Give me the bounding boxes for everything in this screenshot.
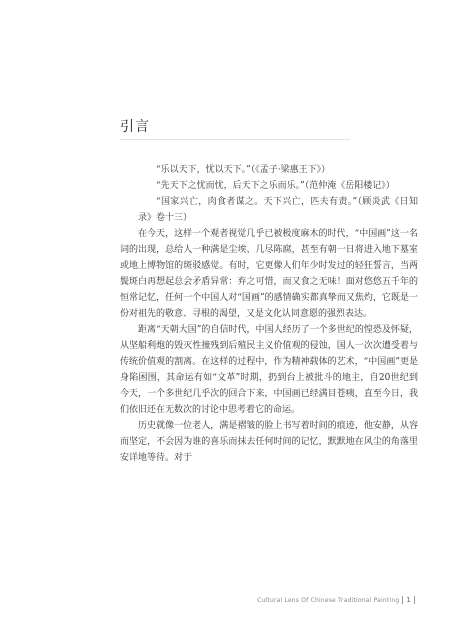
heading-divider: [120, 139, 350, 140]
page-footer: [257, 596, 415, 604]
body-text: [120, 162, 418, 466]
footer-divider: [414, 596, 415, 604]
paragraph: 历史就像一位老人，满是褶皱的脸上书写着时间的痕迹，他安静，从容而坚定，不会因为谁的喜乐而抹去任何时间的记忆，默默地在风尘的角落里安详地等待。对于: [120, 421, 418, 463]
page-number: 1: [406, 596, 411, 604]
epigraph-quote: “先天下之忧而忧，后天下之乐而乐。”（范仲淹《岳阳楼记》）: [156, 181, 395, 191]
running-title: Cultural Lens Of Chinese Traditional Painting: [257, 596, 400, 604]
epigraph-quote: “乐以天下，忧以天下。”（《孟子·梁惠王下》）: [156, 165, 331, 175]
paragraph: 在今天，这样一个观者视觉几乎已被极度麻木的时代，“中国画”这一名词的出现，总给人一种满是尘埃、几尽陈腐，甚至有朝一日将进入地下墓室或地上博物馆的斑驳感觉。有时，它更像人们年少时发过的轻狂誓言，当两鬓斑白再想起总会矛盾异常：弃之可惜，而又食之无味！面对悠悠五千年的恒常记忆，任何一个中国人对“国画”的感情确实都真挚而又焦灼，它既是一份对祖先的敬意、寻根的渴望，又是文化认同意愿的强烈表达。: [120, 229, 418, 319]
section-heading: 引言: [120, 119, 150, 135]
footer-divider: [402, 596, 403, 604]
paragraph: 距离“天朝大国”的自信时代，中国人经历了一个多世纪的惶恐及怀疑，从坚船利炮的毁灭性撞残到后殖民主义价值观的侵蚀，国人一次次遭受着与传统价值观的割离。在这样的过程中，作为精神载体的艺术，“中国画”更是身陷困围，其命运有如“文革”时期，扔到台上被批斗的地主，自20世纪到今天，一个多世纪几乎次的回合下来，中国画已经满目苍痍，直至今日，我们依旧还在无数次的讨论中思考着它的命运。: [120, 325, 418, 415]
epigraph-quote: “国家兴亡，肉食者谋之。天下兴亡，匹夫有责。”（顾炎武《日知录》卷十三）: [138, 197, 418, 223]
